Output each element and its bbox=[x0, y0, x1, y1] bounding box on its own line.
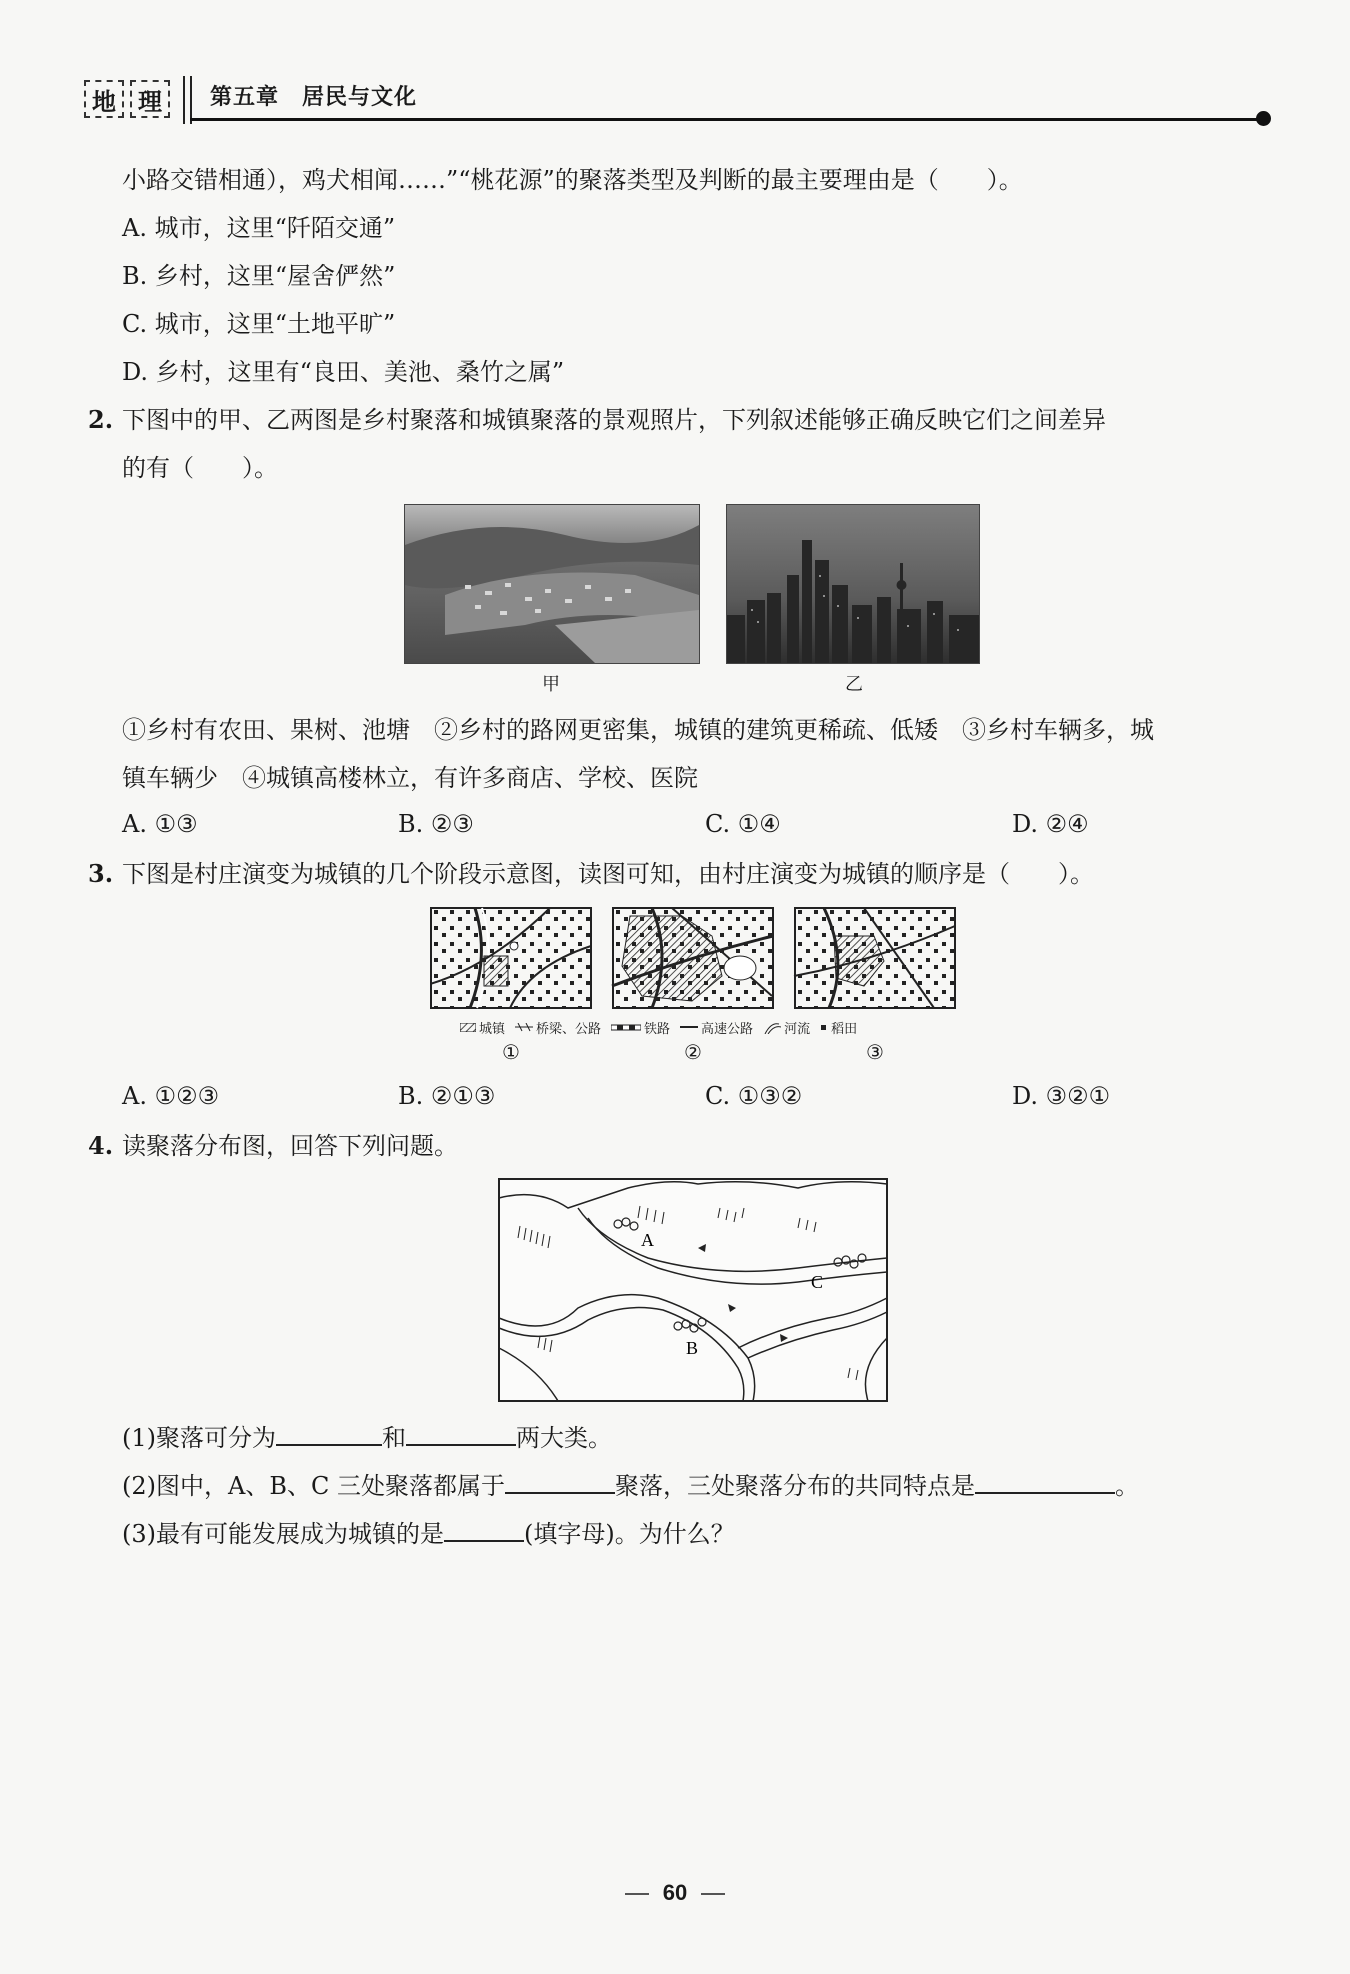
settlement-label-b: B bbox=[686, 1338, 699, 1358]
page-number: 60 bbox=[0, 1880, 1350, 1906]
page-number-dash bbox=[701, 1893, 725, 1895]
stage-map-2 bbox=[612, 908, 773, 1008]
rural-settlement-photo bbox=[404, 504, 700, 664]
answer-blank[interactable] bbox=[505, 1468, 615, 1494]
q2-statements-line1: ①乡村有农田、果树、池塘 ②乡村的路网更密集，城镇的建筑更稀疏、低矮 ③乡村车辆多，城 bbox=[122, 716, 1154, 744]
stage-label-1: ① bbox=[502, 1040, 520, 1064]
legend-item: 河流 bbox=[763, 1018, 810, 1037]
photo-label-jia: 甲 bbox=[542, 674, 560, 695]
legend-item: 铁路 bbox=[611, 1018, 670, 1037]
stage-map-3 bbox=[794, 908, 955, 1008]
answer-blank[interactable] bbox=[975, 1468, 1115, 1494]
village-evolution-stage-maps bbox=[430, 906, 960, 1010]
page-number-dash bbox=[625, 1893, 649, 1895]
q4-sub1: (1)聚落可分为 和 两大类。 bbox=[122, 1420, 612, 1454]
settlement-distribution-map bbox=[498, 1178, 888, 1402]
answer-blank[interactable] bbox=[444, 1516, 524, 1542]
q2-option-a: A. ①③ bbox=[122, 810, 198, 838]
q2-stem-line1: 下图中的甲、乙两图是乡村聚落和城镇聚落的景观照片，下列叙述能够正确反映它们之间差异 bbox=[122, 406, 1106, 434]
urban-settlement-photo bbox=[726, 504, 980, 664]
chapter-title: 第五章 居民与文化 bbox=[210, 84, 418, 110]
legend-item: 稻田 bbox=[820, 1018, 857, 1037]
q3-stem: 下图是村庄演变为城镇的几个阶段示意图，读图可知，由村庄演变为城镇的顺序是（ ）。 bbox=[122, 860, 1094, 888]
q2-option-b: B. ②③ bbox=[398, 810, 474, 838]
settlement-label-a: A bbox=[641, 1230, 654, 1250]
stage-map-1 bbox=[430, 908, 591, 1008]
legend-item: 高速公路 bbox=[701, 1021, 754, 1036]
q4-number: 4. bbox=[88, 1131, 114, 1160]
subject-char: 地 bbox=[84, 80, 124, 118]
q1-option-b: B. 乡村，这里“屋舍俨然” bbox=[122, 262, 396, 290]
legend-item: 桥梁、公路 bbox=[515, 1018, 601, 1037]
q1-stem-continued: 小路交错相通），鸡犬相闻……”“桃花源”的聚落类型及判断的最主要理由是（ ）。 bbox=[122, 166, 1023, 194]
answer-blank[interactable] bbox=[406, 1420, 516, 1446]
q4-stem: 读聚落分布图，回答下列问题。 bbox=[122, 1132, 458, 1160]
q2-statements-line2: 镇车辆少 ④城镇高楼林立，有许多商店、学校、医院 bbox=[122, 764, 698, 792]
stage-label-2: ② bbox=[684, 1040, 702, 1064]
q3-option-a: A. ①②③ bbox=[122, 1082, 220, 1110]
subject-char: 理 bbox=[130, 80, 170, 118]
q2-option-c: C. ①④ bbox=[705, 810, 781, 838]
legend-item: 城镇 bbox=[460, 1018, 505, 1037]
q2-number: 2. bbox=[88, 405, 114, 434]
answer-blank[interactable] bbox=[276, 1420, 382, 1446]
header-divider bbox=[183, 76, 192, 124]
q3-number: 3. bbox=[88, 859, 114, 888]
q1-option-a: A. 城市，这里“阡陌交通” bbox=[122, 214, 396, 242]
settlement-label-c: C bbox=[811, 1272, 824, 1292]
photo-label-yi: 乙 bbox=[845, 674, 863, 695]
stage-label-3: ③ bbox=[866, 1040, 884, 1064]
header-rule bbox=[190, 118, 1262, 121]
q2-stem-line2: 的有（ ）。 bbox=[122, 454, 278, 482]
header-rule-dot bbox=[1256, 111, 1271, 126]
q4-sub3: (3)最有可能发展成为城镇的是 (填字母)。为什么？ bbox=[122, 1516, 735, 1550]
q1-option-d: D. 乡村，这里有“良田、美池、桑竹之属” bbox=[122, 358, 565, 386]
q3-option-b: B. ②①③ bbox=[398, 1082, 496, 1110]
q4-sub2: (2)图中，A、B、C 三处聚落都属于 聚落，三处聚落分布的共同特点是 。 bbox=[122, 1468, 1139, 1502]
q2-option-d: D. ②④ bbox=[1012, 810, 1089, 838]
subject-badge bbox=[84, 80, 170, 118]
q3-option-d: D. ③②① bbox=[1012, 1082, 1111, 1110]
q1-option-c: C. 城市，这里“土地平旷” bbox=[122, 310, 396, 338]
q3-option-c: C. ①③② bbox=[705, 1082, 803, 1110]
map-legend bbox=[460, 1018, 857, 1037]
